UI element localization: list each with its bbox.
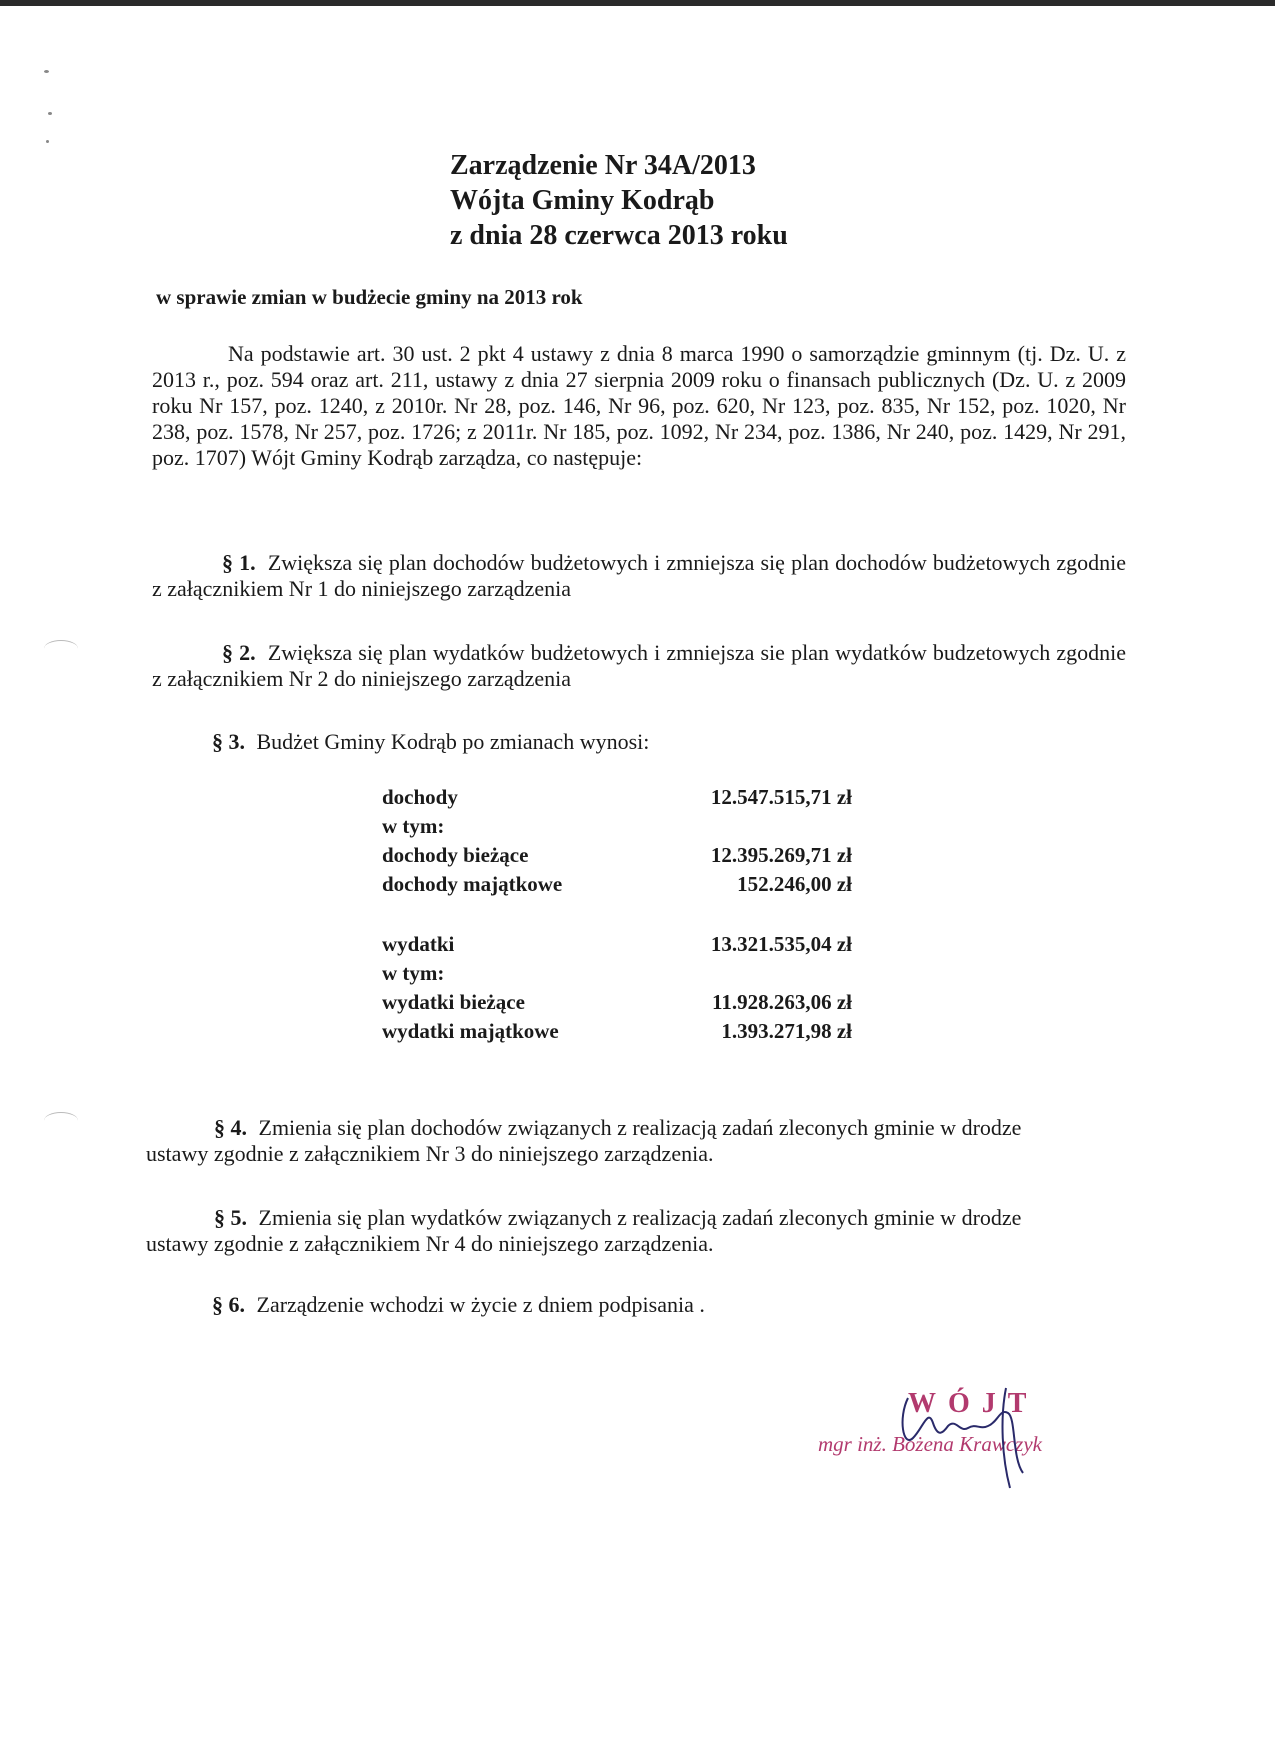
budget-row xyxy=(382,990,852,1019)
section-text: Zwiększa się plan wydatków budżetowych i zmniejsza sie plan wydatków budzetowych zgodnie z załącznikiem Nr 2 do niniejszego zarządzenia xyxy=(152,640,1127,691)
official-stamp xyxy=(818,1388,1108,1508)
budget-row xyxy=(382,961,852,990)
section-mark: § 3. xyxy=(212,729,245,754)
budget-summary-table xyxy=(382,785,852,1048)
budget-row xyxy=(382,1019,852,1048)
section-mark: § 5. xyxy=(214,1205,247,1230)
section-text: Zwiększa się plan dochodów budżetowych i zmniejsza się plan dochodów budżetowych zgodnie z załącznikiem Nr 1 do niniejszego zarządzenia xyxy=(152,550,1127,601)
budget-value: 12.547.515,71 zł xyxy=(710,785,852,809)
budget-value: 12.395.269,71 zł xyxy=(710,843,852,867)
section-3 xyxy=(212,729,649,755)
budget-row xyxy=(382,785,852,814)
stamp-title: WÓJT xyxy=(908,1388,1039,1419)
budget-label: dochody xyxy=(382,785,458,809)
scan-speck xyxy=(46,140,49,143)
section-6 xyxy=(212,1292,705,1318)
budget-label: wydatki majątkowe xyxy=(382,1019,559,1043)
order-date: z dnia 28 czerwca 2013 roku xyxy=(450,220,788,251)
stamp-name: mgr inż. Bożena Krawczyk xyxy=(818,1432,1042,1456)
section-mark: § 4. xyxy=(214,1115,247,1140)
section-4 xyxy=(146,1115,1046,1167)
punch-hole-mark xyxy=(44,640,78,657)
section-mark: § 1. xyxy=(222,550,256,575)
issuer: Wójta Gminy Kodrąb xyxy=(450,185,715,216)
budget-row xyxy=(382,843,852,872)
budget-label: wydatki xyxy=(382,932,455,956)
budget-value: 13.321.535,04 zł xyxy=(710,932,852,956)
section-text: Zarządzenie wchodzi w życie z dniem podpisania . xyxy=(256,1292,705,1317)
budget-row xyxy=(382,932,852,961)
budget-row xyxy=(382,872,852,901)
budget-label: wydatki bieżące xyxy=(382,990,525,1014)
section-text: Zmienia się plan wydatków związanych z realizacją zadań zleconych gminie w drodze ustawy zgodnie z załącznikiem Nr 4 do niniejszego zarządzenia. xyxy=(146,1205,1022,1256)
budget-label: w tym: xyxy=(382,961,445,985)
document-subject: w sprawie zmian w budżecie gminy na 2013 rok xyxy=(156,285,583,309)
budget-value: 11.928.263,06 zł xyxy=(712,990,852,1014)
section-1 xyxy=(152,550,1126,602)
document-header xyxy=(450,148,870,253)
scan-top-border xyxy=(0,0,1275,6)
budget-value: 152.246,00 zł xyxy=(737,872,852,896)
scan-speck xyxy=(44,70,49,73)
legal-basis-paragraph: Na podstawie art. 30 ust. 2 pkt 4 ustawy z dnia 8 marca 1990 o samorządzie gminnym (tj. Dz. U. z 2013 r., poz. 594 oraz art. 211, ustawy z dnia 27 sierpnia 2009 roku o finansach publicznych (Dz. U. z 2009 roku Nr 157, poz. 1240, z 2010r. Nr 28, poz. 146, Nr 96, poz. 620, Nr 123, poz. 835, Nr 152, poz. 1020, Nr 238, poz. 1578, Nr 257, poz. 1726; z 2011r. Nr 185, poz. 1092, Nr 234, poz. 1386, Nr 240, poz. 1429, Nr 291, poz. 1707) Wójt Gminy Kodrąb zarządza, co następuje: xyxy=(152,341,1126,470)
budget-label: dochody majątkowe xyxy=(382,872,563,896)
budget-label: w tym: xyxy=(382,814,445,838)
budget-label: dochody bieżące xyxy=(382,843,529,867)
order-number: Zarządzenie Nr 34A/2013 xyxy=(450,150,756,181)
budget-spacer xyxy=(382,901,852,932)
section-text: Zmienia się plan dochodów związanych z realizacją zadań zleconych gminie w drodze ustawy zgodnie z załącznikiem Nr 3 do niniejszego zarządzenia. xyxy=(146,1115,1022,1166)
budget-value: 1.393.271,98 zł xyxy=(721,1019,852,1043)
section-text: Budżet Gminy Kodrąb po zmianach wynosi: xyxy=(256,729,650,754)
signature-icon xyxy=(888,1378,1088,1508)
section-5 xyxy=(146,1205,1046,1257)
section-2 xyxy=(152,640,1126,692)
section-mark: § 6. xyxy=(212,1292,245,1317)
scan-speck xyxy=(48,112,52,115)
budget-row xyxy=(382,814,852,843)
punch-hole-mark xyxy=(44,1112,78,1129)
section-mark: § 2. xyxy=(222,640,256,665)
